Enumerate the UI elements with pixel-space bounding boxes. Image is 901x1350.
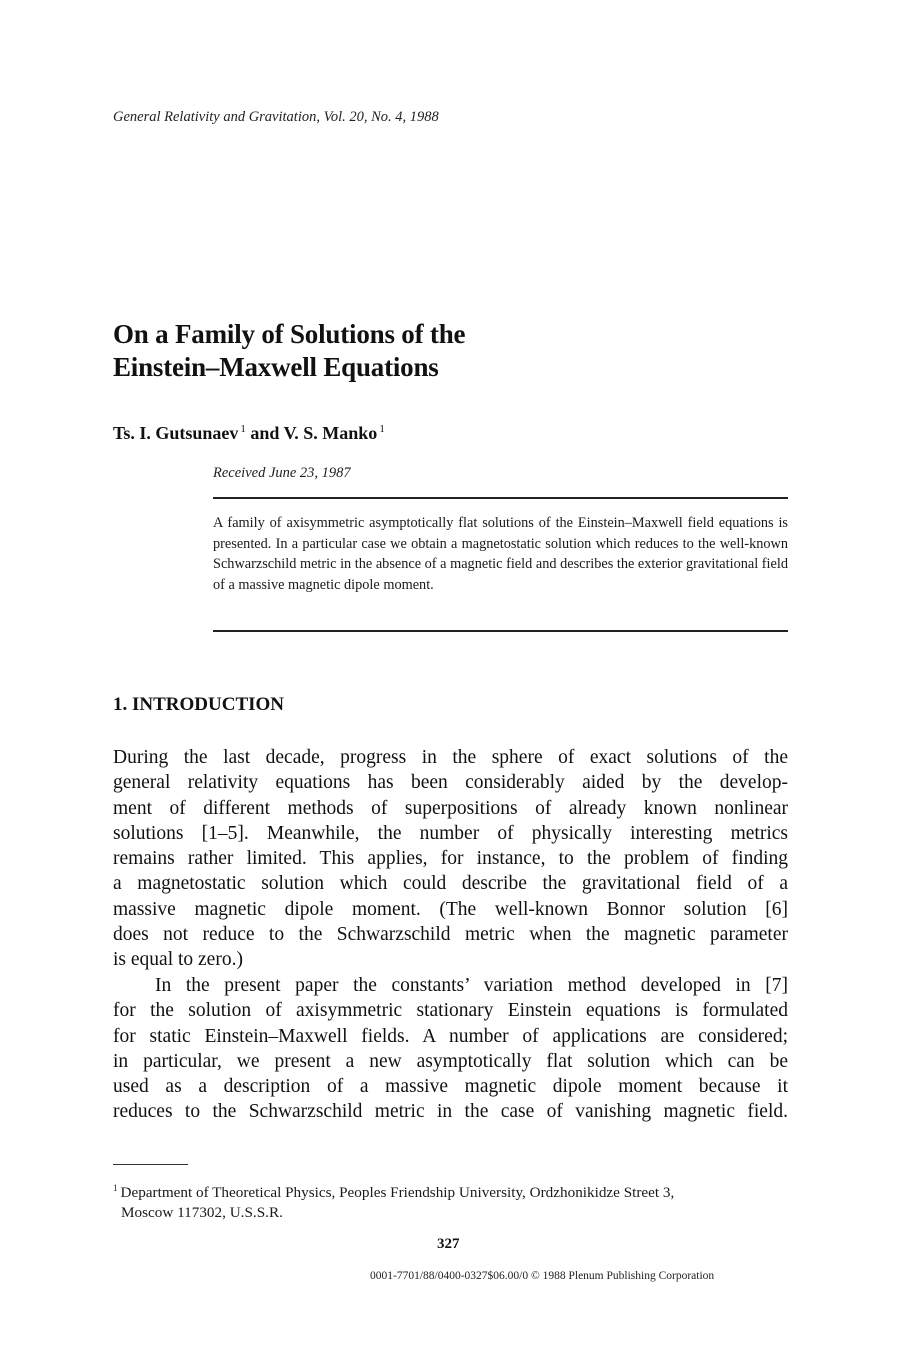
text-line: general relativity equations has been considerably aided by the develop- bbox=[113, 772, 788, 794]
text-line: used as a description of a massive magnetic dipole moment because it bbox=[113, 1076, 788, 1098]
footnote-line-1: Department of Theoretical Physics, Peoples Friendship University, Ordzhonikidze Street 3, bbox=[120, 1184, 675, 1201]
footnote-rule bbox=[113, 1164, 188, 1165]
section-heading: 1. INTRODUCTION bbox=[113, 694, 285, 715]
text-line: In the present paper the constants’ variation method developed in [7] bbox=[155, 975, 788, 996]
paragraph-1 bbox=[113, 745, 788, 973]
page-number: 327 bbox=[437, 1236, 460, 1252]
received-date: Received June 23, 1987 bbox=[213, 465, 351, 481]
author-name: Ts. I. Gutsunaev bbox=[113, 423, 239, 443]
footnote-line-2: Moscow 117302, U.S.S.R. bbox=[121, 1204, 283, 1221]
abstract-top-rule bbox=[213, 497, 788, 499]
affiliation-mark: 1 bbox=[240, 423, 246, 435]
abstract: A family of axisymmetric asymptotically flat solutions of the Einstein–Maxwell field equations is presented. In a particular case we obtain a magnetostatic solution which reduces to the well-known Schwarzschild metric in the absence of a magnetic field and describes the exterior gravitational field of a massive magnetic dipole moment. bbox=[213, 515, 788, 593]
footnote-mark: 1 bbox=[113, 1183, 118, 1193]
author-separator: and bbox=[250, 423, 280, 443]
footnote bbox=[113, 1178, 793, 1223]
title-line-1: On a Family of Solutions of the bbox=[113, 319, 466, 349]
text-line: in particular, we present a new asymptotically flat solution which can be bbox=[113, 1050, 788, 1072]
text-line: remains rather limited. This applies, for instance, to the problem of finding bbox=[113, 848, 788, 870]
article-title bbox=[113, 318, 465, 384]
abstract-bottom-rule bbox=[213, 630, 788, 632]
journal-header: General Relativity and Gravitation, Vol. 20, No. 4, 1988 bbox=[113, 109, 439, 125]
paragraph-2 bbox=[113, 973, 788, 1125]
text-line: massive magnetic dipole moment. (The well-known Bonnor solution [6] bbox=[113, 898, 788, 920]
text-line: reduces to the Schwarzschild metric in the case of vanishing magnetic field. bbox=[113, 1101, 788, 1123]
text-line: During the last decade, progress in the sphere of exact solutions of the bbox=[113, 747, 788, 768]
text-line: solutions [1–5]. Meanwhile, the number of physically interesting metrics bbox=[113, 822, 788, 844]
text-line: for the solution of axisymmetric stationary Einstein equations is formulated bbox=[113, 1000, 788, 1022]
text-line: is equal to zero.) bbox=[113, 949, 243, 971]
text-line: ment of different methods of superpositions of already known nonlinear bbox=[113, 797, 788, 819]
author-name: V. S. Manko bbox=[283, 423, 378, 443]
text-line: does not reduce to the Schwarzschild metric when the magnetic parameter bbox=[113, 924, 788, 946]
author-list bbox=[113, 423, 385, 444]
text-line: for static Einstein–Maxwell fields. A number of applications are considered; bbox=[113, 1025, 788, 1047]
text-line: a magnetostatic solution which could describe the gravitational field of a bbox=[113, 873, 788, 895]
affiliation-mark: 1 bbox=[379, 423, 385, 435]
copyright-line: 0001-7701/88/0400-0327$06.00/0 © 1988 Plenum Publishing Corporation bbox=[370, 1270, 715, 1282]
title-line-2: Einstein–Maxwell Equations bbox=[113, 352, 439, 382]
